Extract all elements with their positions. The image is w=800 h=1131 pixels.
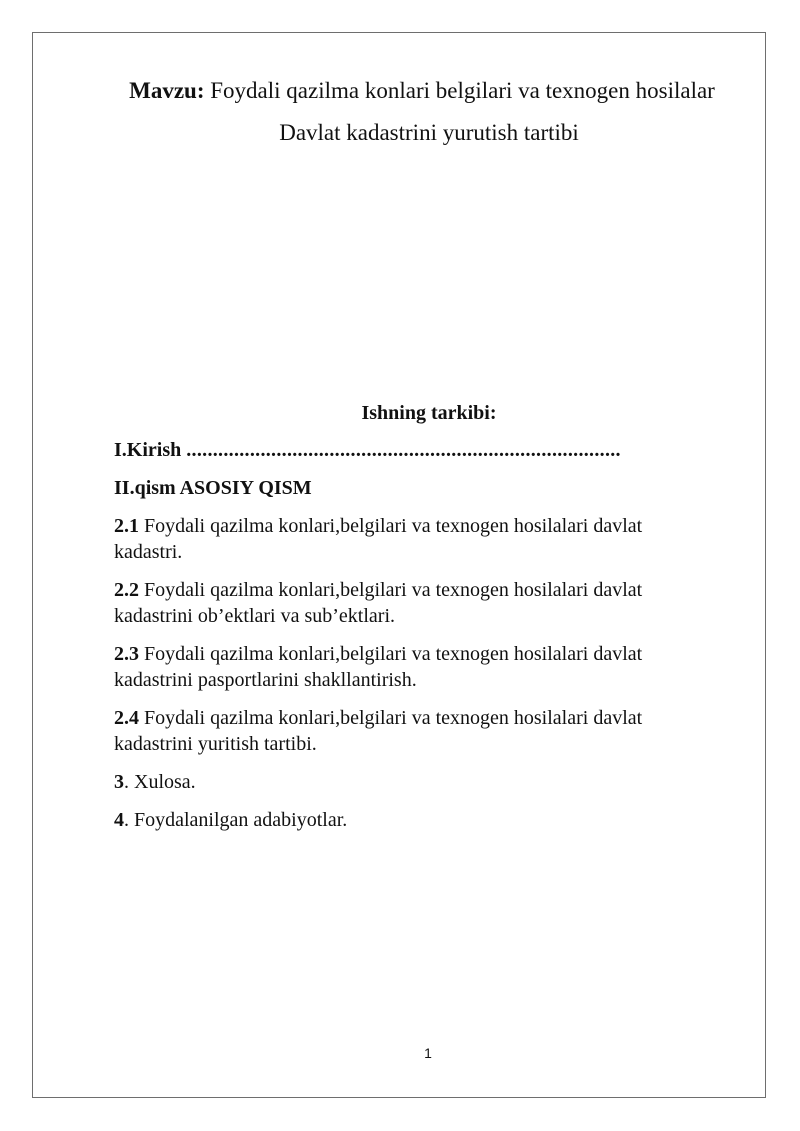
title-text-line1: Foydali qazilma konlari belgilari va texnogen hosilalar [210, 78, 715, 103]
toc-entry-number: 4 [114, 809, 124, 831]
toc-intro-label: I.Kirish [114, 439, 182, 461]
toc-entry-number: 2.4 [114, 707, 139, 729]
toc-entry-number: 2.2 [114, 579, 139, 601]
toc-entry-2-3 [114, 641, 704, 693]
toc-entry-part2: II.qism ASOSIY QISM [114, 477, 312, 499]
toc-entry-text: Foydali qazilma konlari,belgilari va texnogen hosilalari davlat [144, 643, 643, 665]
toc-entry-conclusion [114, 769, 704, 795]
toc-entry-text: Foydali qazilma konlari,belgilari va texnogen hosilalari davlat [144, 579, 643, 601]
toc-entry-text-continued: kadastrini pasportlarini shakllantirish. [114, 669, 417, 691]
toc-entry-text-continued: kadastrini ob’ektlari va sub’ektlari. [114, 605, 396, 627]
toc-entry-text: Foydali qazilma konlari,belgilari va texnogen hosilalari davlat [144, 515, 643, 537]
toc-entry-text-continued: kadastrini yuritish tartibi. [114, 733, 317, 755]
toc-intro-leader-dots: .................................................................................. [186, 439, 621, 461]
toc-heading: Ishning tarkibi: [361, 402, 497, 424]
page-number: 1 [424, 1045, 432, 1061]
toc-entry-number: 2.1 [114, 515, 139, 537]
toc-entry-2-4 [114, 705, 704, 757]
title-text-line2: Davlat kadastrini yurutish tartibi [279, 120, 579, 145]
toc-entry-2-2 [114, 577, 704, 629]
toc-entry-text-continued: kadastri. [114, 541, 183, 563]
toc-entry-text: . Xulosa. [124, 771, 196, 793]
title-label: Mavzu: [129, 78, 205, 103]
toc-entry-text: . Foydalanilgan adabiyotlar. [124, 809, 348, 831]
toc-entry-number: 2.3 [114, 643, 139, 665]
toc-entry-text: Foydali qazilma konlari,belgilari va texnogen hosilalari davlat [144, 707, 643, 729]
toc-entry-2-1 [114, 513, 704, 565]
document-title [0, 76, 800, 106]
toc-entry-intro [114, 437, 704, 463]
toc-entry-references [114, 807, 704, 833]
table-of-contents [114, 437, 704, 845]
toc-entry-number: 3 [114, 771, 124, 793]
